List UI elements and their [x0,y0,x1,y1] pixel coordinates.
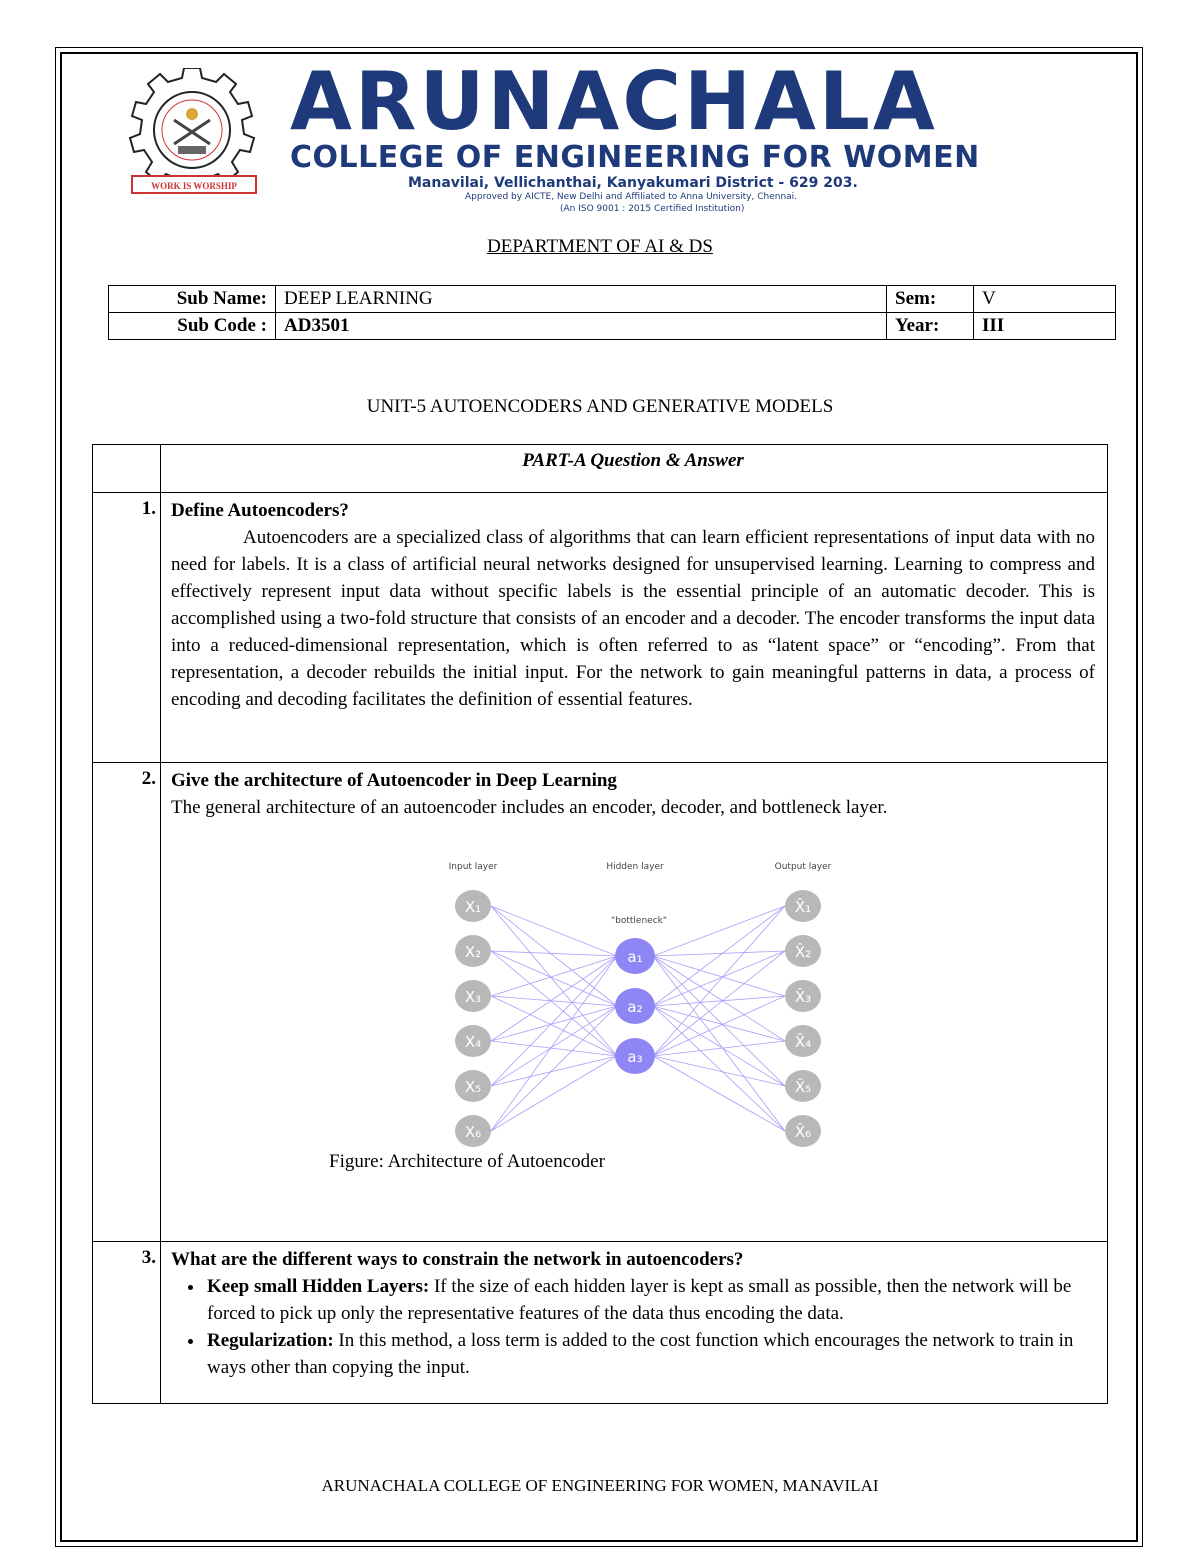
network-edge [653,951,785,956]
network-edge [653,1006,785,1086]
network-edge [653,906,785,1056]
answer-text: The general architecture of an autoencoder includes an encoder, decoder, and bottleneck layer. [171,797,888,818]
bullet-text: In this method, a loss term is added to the cost function which encourages the network to train in ways other than copying the input. [207,1330,1074,1378]
network-edge [653,906,785,1006]
sub-code-value: AD3501 [276,313,887,340]
network-edge [653,906,785,956]
sem-value: V [974,286,1116,313]
question-text: Define Autoencoders? [171,500,349,521]
node-label: X₁ [464,898,482,916]
college-logo [110,68,275,198]
node-label: X̂₃ [794,988,812,1006]
bullet-title: Keep small Hidden Layers: [207,1276,430,1297]
hidden-layer-label: Hidden layer [606,862,664,872]
node-label: a₃ [627,1048,643,1066]
question-number: 1. [93,493,161,763]
autoencoder-figure [171,821,1095,1172]
question-text: Give the architecture of Autoencoder in Deep Learning [171,770,617,791]
node-label: X₄ [464,1033,482,1051]
network-edge [653,951,785,1056]
input-layer-label: Input layer [448,862,498,872]
college-name: ARUNACHALA [290,55,938,148]
qa-table [92,444,1108,1404]
node-label: X̂₄ [794,1033,812,1051]
node-label: X₃ [464,988,482,1006]
output-node [785,935,821,967]
network-edge [491,1006,617,1041]
input-node [455,1070,491,1102]
network-edge [653,1056,785,1131]
network-edge [491,906,617,1056]
question-number: 3. [93,1242,161,1404]
output-node [785,1115,821,1147]
unit-title: UNIT-5 AUTOENCODERS AND GENERATIVE MODELS [366,396,834,417]
node-label: X₆ [464,1123,482,1141]
figure-caption: Figure: Architecture of Autoencoder [329,1151,605,1172]
node-label: a₁ [627,948,643,966]
college-iso: (An ISO 9001 : 2015 Certified Institution) [560,204,745,214]
college-address: Manavilai, Vellichanthai, Kanyakumari District - 629 203. [408,175,858,191]
sub-name-value: DEEP LEARNING [276,286,887,313]
subject-row-2 [109,313,1116,340]
college-approval: Approved by AICTE, New Delhi and Affiliated to Anna University, Chennai. [465,192,798,202]
network-edge [491,1006,617,1131]
constraint-list [171,1273,1095,1381]
output-layer-label: Output layer [774,862,832,872]
input-node [455,890,491,922]
department-title: DEPARTMENT OF AI & DS [487,236,713,257]
input-node [455,935,491,967]
sub-name-label: Sub Name: [109,286,276,313]
output-node [785,1025,821,1057]
network-edge [491,956,617,1086]
input-node [455,1115,491,1147]
logo-motto: WORK IS WORSHIP [151,181,237,191]
network-edge [491,951,617,956]
qa-cell-1 [161,493,1108,763]
bottleneck-label: "bottleneck" [611,916,667,926]
hidden-node [615,938,655,974]
qa-header-row [93,445,1108,493]
network-edge [491,1056,617,1086]
list-item [205,1327,1095,1381]
network-edge [653,956,785,1041]
input-node [455,1025,491,1057]
network-edge [653,1056,785,1086]
qa-row-1 [93,493,1108,763]
part-heading: PART-A Question & Answer [161,445,1108,493]
network-edge [653,1006,785,1041]
node-label: a₂ [627,998,643,1016]
network-edge [491,951,617,1056]
year-label: Year: [887,313,974,340]
subject-info-table [108,285,1116,340]
output-node [785,890,821,922]
bullet-text: If the size of each hidden layer is kept as small as possible, then the network will be forced to pick up only the representative features of the data thus encoding the data. [207,1276,1072,1324]
network-edge [653,996,785,1056]
network-edge [491,996,617,1056]
question-number: 2. [93,763,161,1242]
answer-text: Autoencoders are a specialized class of algorithms that can learn efficient representations of input data with no need for labels. It is a class of artificial neural networks designed for unsupervised learning. Learning to compress and effectively represent input data without specific labels is the essential principle of an automatic decoder. This is accomplished using a two-fold structure that consists of an encoder and a decoder. The encoder transforms the input data into a reduced-dimensional representation, which is often referred to as “latent space” or “encoding”. From that representation, a decoder rebuilds the initial input. For the network to gain meaningful patterns in data, a process of encoding and decoding facilitates the definition of essential features. [171,527,1095,710]
node-label: X̂₂ [794,943,812,961]
node-label: X₅ [464,1078,482,1096]
qa-row-2 [93,763,1108,1242]
college-header [110,55,1060,222]
node-label: X̂₁ [794,898,812,916]
output-node [785,1070,821,1102]
sem-label: Sem: [887,286,974,313]
node-label: X₂ [464,943,482,961]
college-subtitle: COLLEGE OF ENGINEERING FOR WOMEN [290,140,980,175]
list-item [205,1273,1095,1327]
network-edge [491,1056,617,1131]
network-edge [653,956,785,1086]
node-label: X̂₆ [794,1123,812,1141]
page-footer: ARUNACHALA COLLEGE OF ENGINEERING FOR WOMEN, MANAVILAI [321,1476,879,1495]
network-edge [491,956,617,1041]
node-label: X̂₅ [794,1078,812,1096]
autoencoder-diagram [443,861,843,1161]
bullet-title: Regularization: [207,1330,334,1351]
network-edge [491,906,617,1006]
qa-cell-2 [161,763,1108,1242]
year-value: III [974,313,1116,340]
hidden-node [615,1038,655,1074]
hidden-node [615,988,655,1024]
network-edge [491,1006,617,1086]
qa-header-num [93,445,161,493]
network-edge [491,906,617,956]
qa-row-3 [93,1242,1108,1404]
qa-cell-3 [161,1242,1108,1404]
network-edge [653,1006,785,1131]
sub-code-label: Sub Code : [109,313,276,340]
question-text: What are the different ways to constrain the network in autoencoders? [171,1249,744,1270]
output-node [785,980,821,1012]
input-node [455,980,491,1012]
subject-row-1 [109,286,1116,313]
